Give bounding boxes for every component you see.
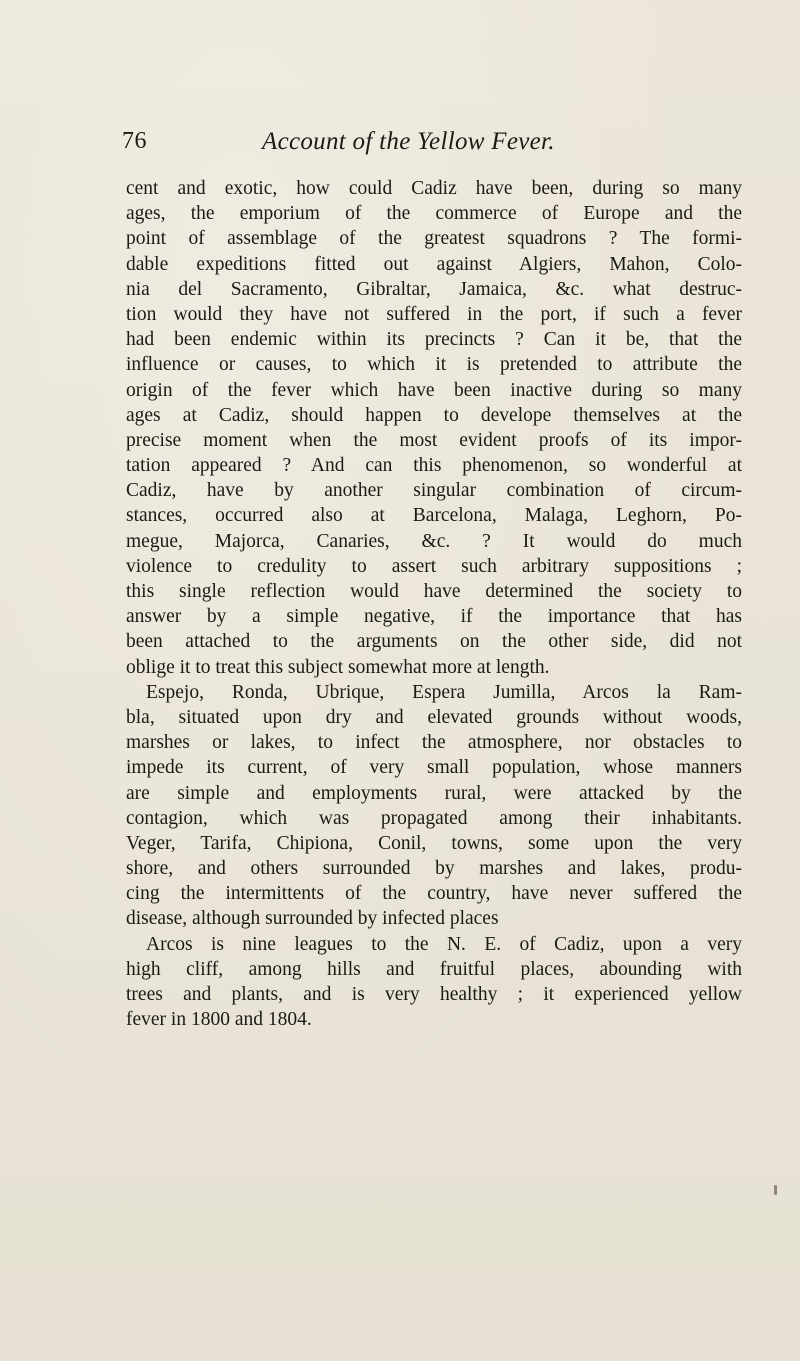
text-line: Cadiz, have by another singular combination of circum- (126, 480, 742, 502)
text-line: marshes or lakes, to infect the atmosphere, nor obstacles to (126, 732, 742, 754)
text-line: ages, the emporium of the commerce of Europe and the (126, 203, 742, 225)
text-line: influence or causes, to which it is pretended to attribute the (126, 354, 742, 376)
text-line: tion would they have not suffered in the port, if such a fever (126, 303, 742, 325)
body-text (126, 176, 742, 1032)
text-line: answer by a simple negative, if the importance that has (126, 606, 742, 628)
text-line: high cliff, among hills and fruitful places, abounding with (126, 958, 742, 980)
text-line: ages at Cadiz, should happen to develope themselves at the (126, 404, 742, 426)
text-line: violence to credulity to assert such arbitrary suppositions ; (126, 555, 742, 577)
text-line: shore, and others surrounded by marshes and lakes, produ- (126, 858, 742, 880)
text-line: disease, although surrounded by infected places (126, 908, 499, 930)
running-head (122, 128, 742, 160)
text-line: cing the intermittents of the country, have never suffered the (126, 883, 742, 905)
text-line: bla, situated upon dry and elevated grounds without woods, (126, 706, 742, 728)
text-line: origin of the fever which have been inactive during so many (126, 379, 742, 401)
text-line: nia del Sacramento, Gibraltar, Jamaica, &c. what destruc- (126, 278, 742, 300)
text-line: dable expeditions fitted out against Algiers, Mahon, Colo- (126, 253, 742, 275)
text-line: cent and exotic, how could Cadiz have been, during so many (126, 178, 742, 199)
text-line: point of assemblage of the greatest squadrons ? The formi- (126, 228, 742, 250)
running-title: Account of the Yellow Fever. (262, 128, 555, 155)
text-line: stances, occurred also at Barcelona, Malaga, Leghorn, Po- (126, 505, 742, 527)
text-line: contagion, which was propagated among their inhabitants. (126, 807, 742, 829)
text-line: Espejo, Ronda, Ubrique, Espera Jumilla, Arcos la Ram- (146, 681, 742, 703)
text-line: Arcos is nine leagues to the N. E. of Cadiz, upon a very (146, 933, 742, 955)
text-line: this single reflection would have determined the society to (126, 581, 742, 602)
text-line: megue, Majorca, Canaries, &c. ? It would do much (126, 530, 742, 552)
text-line: impede its current, of very small population, whose manners (126, 757, 742, 779)
text-line: been attached to the arguments on the other side, did not (126, 631, 742, 653)
text-line: had been endemic within its precincts ? Can it be, that the (126, 329, 742, 351)
margin-speck (774, 1185, 777, 1195)
text-line: tation appeared ? And can this phenomenon, so wonderful at (126, 455, 742, 477)
text-line: Veger, Tarifa, Chipiona, Conil, towns, some upon the very (126, 832, 742, 854)
text-line: precise moment when the most evident proofs of its impor- (126, 429, 742, 451)
text-line: are simple and employments rural, were attacked by the (126, 782, 742, 804)
text-line: oblige it to treat this subject somewhat more at length. (126, 656, 550, 678)
page-number: 76 (122, 128, 147, 154)
text-line: trees and plants, and is very healthy ; it experienced yellow (126, 984, 742, 1005)
text-line: fever in 1800 and 1804. (126, 1009, 312, 1031)
